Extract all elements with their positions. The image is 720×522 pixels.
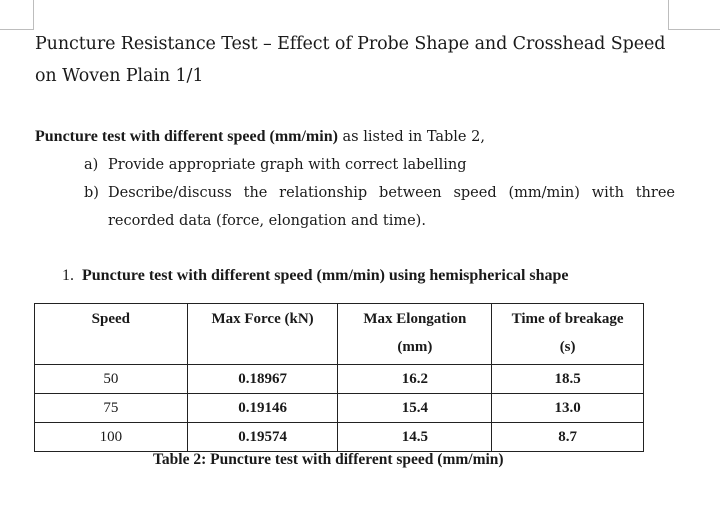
cell-elongation: 15.4	[338, 394, 492, 423]
item-b-text-line-2: recorded data (force, elongation and time).	[108, 213, 426, 229]
header-speed: Speed	[35, 304, 188, 365]
item-b-text-line-1: Describe/discuss the relationship between speed (mm/min) with three	[108, 185, 675, 201]
page-corner-mark-left	[33, 0, 34, 30]
cell-speed: 100	[35, 423, 188, 452]
cell-force: 0.19574	[187, 423, 338, 452]
header-max-elongation: Max Elongation (mm)	[338, 304, 492, 365]
section-number: 1.	[62, 267, 74, 284]
results-table	[34, 303, 644, 452]
question-lead-bold: Puncture test with different speed (mm/min)	[35, 128, 338, 145]
cell-speed: 75	[35, 394, 188, 423]
item-a-marker: a)	[84, 157, 99, 173]
table-row	[35, 365, 644, 394]
question-block	[35, 123, 675, 235]
question-item-a	[35, 151, 675, 179]
table-header-row	[35, 304, 644, 365]
document-title	[35, 28, 695, 92]
header-time-of-breakage: Time of breakage (s)	[492, 304, 644, 365]
cell-time: 8.7	[492, 423, 644, 452]
cell-elongation: 14.5	[338, 423, 492, 452]
page-corner-mark-right	[668, 0, 669, 30]
cell-elongation: 16.2	[338, 365, 492, 394]
question-item-b	[35, 179, 675, 207]
table-caption: Table 2: Puncture test with different speed (mm/min)	[153, 451, 504, 468]
table-row	[35, 394, 644, 423]
cell-force: 0.18967	[187, 365, 338, 394]
header-max-force: Max Force (kN)	[187, 304, 338, 365]
page-corner-mark-left-horizontal	[0, 29, 34, 30]
question-lead	[35, 123, 675, 151]
section-heading-text: Puncture test with different speed (mm/min) using hemispherical shape	[82, 267, 569, 284]
item-a-text: Provide appropriate graph with correct labelling	[108, 157, 467, 173]
cell-speed: 50	[35, 365, 188, 394]
cell-force: 0.19146	[187, 394, 338, 423]
question-lead-rest: as listed in Table 2,	[337, 129, 485, 145]
cell-time: 13.0	[492, 394, 644, 423]
item-b-marker: b)	[84, 185, 99, 201]
section-heading	[62, 264, 569, 288]
table-row	[35, 423, 644, 452]
title-line-1: Puncture Resistance Test – Effect of Probe Shape and Crosshead Speed	[35, 34, 666, 54]
title-line-2: on Woven Plain 1/1	[35, 66, 204, 86]
cell-time: 18.5	[492, 365, 644, 394]
